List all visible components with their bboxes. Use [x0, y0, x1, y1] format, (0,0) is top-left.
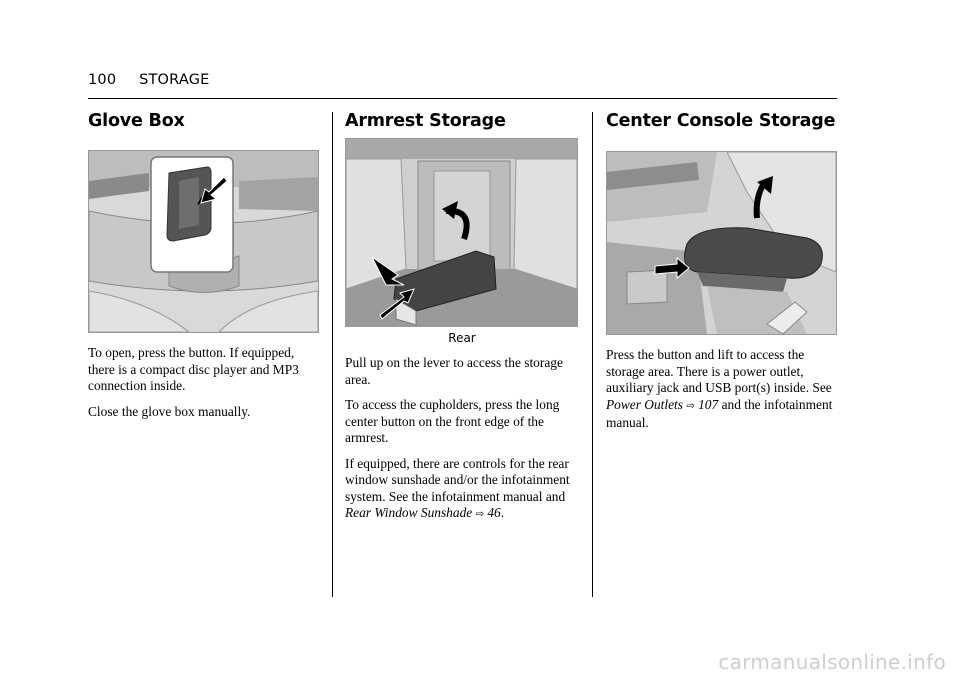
column-divider-2	[592, 112, 593, 597]
rear-window-sunshade-page[interactable]: 46	[487, 505, 501, 520]
armrest-section	[345, 108, 579, 524]
glove-box-paragraph-2: Close the glove box manually.	[88, 403, 251, 419]
console-paragraph-1	[606, 347, 838, 432]
page-number: 100	[88, 72, 117, 88]
glove-box-heading: Glove Box	[88, 111, 185, 131]
console-paragraph-1-end: and the infotainment manual.	[606, 396, 833, 430]
console-paragraph-1-text: Press the button and lift to access the storage area. There is a power outlet, auxiliary jack and USB port(s) inside. See	[606, 347, 832, 395]
rear-window-sunshade-link[interactable]: Rear Window Sunshade	[345, 505, 473, 520]
console-section	[606, 108, 838, 432]
glove-box-illustration	[88, 150, 319, 333]
watermark: carmanualsonline.info	[718, 650, 946, 674]
armrest-figure-caption: Rear	[448, 331, 476, 345]
console-heading: Center Console Storage	[606, 111, 836, 131]
power-outlets-page[interactable]: 107	[698, 396, 719, 412]
console-illustration	[606, 151, 837, 335]
running-header	[88, 72, 210, 88]
header-rule	[88, 98, 837, 99]
power-outlets-link[interactable]: Power Outlets	[606, 396, 683, 412]
page-reference-arrow-icon: ⇨	[686, 400, 695, 412]
page-reference-arrow-icon: ⇨	[475, 509, 484, 520]
armrest-heading: Armrest Storage	[345, 111, 506, 131]
glove-box-section	[88, 108, 320, 420]
armrest-paragraph-1: Pull up on the lever to access the storage area.	[345, 355, 563, 387]
armrest-paragraph-3	[345, 456, 579, 524]
glove-box-paragraph-1: To open, press the button. If equipped, there is a compact disc player and MP3 connection inside.	[88, 345, 299, 393]
armrest-paragraph-3-end: .	[500, 505, 505, 520]
column-divider-1	[332, 112, 333, 597]
section-title: STORAGE	[139, 72, 210, 88]
armrest-paragraph-3-text: If equipped, there are controls for the rear window sunshade and/or the infotainment system. See the infotainment manual and	[345, 455, 570, 504]
armrest-paragraph-2: To access the cupholders, press the long center button on the front edge of the armrest.	[345, 397, 560, 445]
armrest-illustration	[345, 138, 578, 327]
